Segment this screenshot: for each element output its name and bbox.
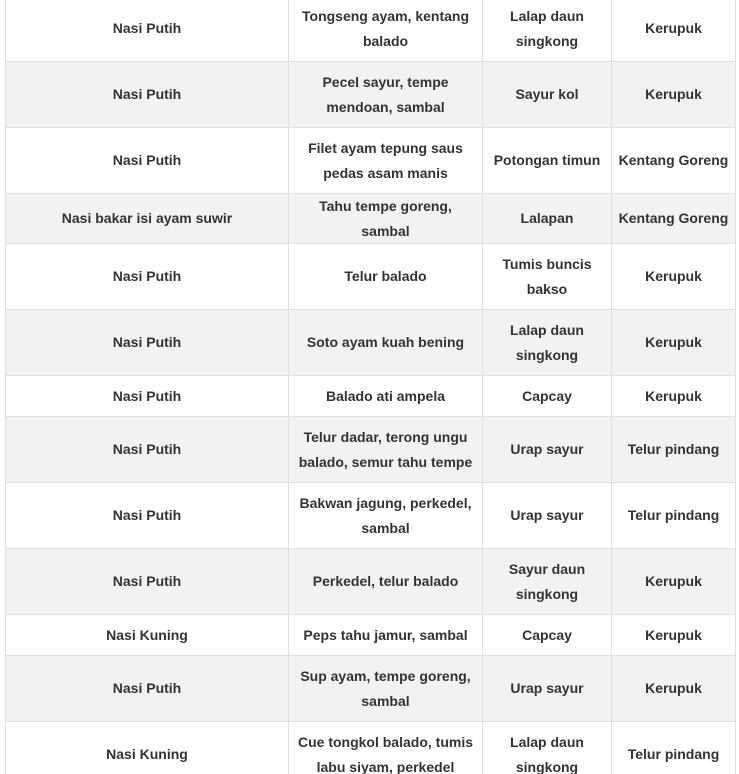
cell-vegetable: Urap sayur	[483, 483, 612, 549]
cell-extra: Telur pindang	[612, 722, 736, 774]
cell-carb: Nasi Putih	[6, 0, 289, 62]
cell-vegetable: Lalap daun singkong	[483, 0, 612, 62]
cell-carb: Nasi Putih	[6, 376, 289, 417]
cell-carb: Nasi Putih	[6, 549, 289, 615]
cell-vegetable: Capcay	[483, 615, 612, 656]
cell-carb: Nasi Putih	[6, 656, 289, 722]
cell-main-dish: Filet ayam tepung saus pedas asam manis	[289, 128, 483, 194]
cell-extra: Kerupuk	[612, 62, 736, 128]
cell-main-dish: Sup ayam, tempe goreng, sambal	[289, 656, 483, 722]
table-row	[6, 417, 736, 483]
cell-vegetable: Sayur daun singkong	[483, 549, 612, 615]
cell-extra: Kentang Goreng	[612, 194, 736, 244]
cell-carb: Nasi Kuning	[6, 615, 289, 656]
cell-carb: Nasi bakar isi ayam suwir	[6, 194, 289, 244]
cell-main-dish: Perkedel, telur balado	[289, 549, 483, 615]
table-row	[6, 0, 736, 62]
cell-extra: Kentang Goreng	[612, 128, 736, 194]
cell-extra: Kerupuk	[612, 244, 736, 310]
cell-main-dish: Pecel sayur, tempe mendoan, sambal	[289, 62, 483, 128]
cell-main-dish: Cue tongkol balado, tumis labu siyam, perkedel	[289, 722, 483, 774]
table-row	[6, 376, 736, 417]
table-row	[6, 483, 736, 549]
cell-carb: Nasi Putih	[6, 483, 289, 549]
table-row	[6, 656, 736, 722]
cell-carb: Nasi Putih	[6, 128, 289, 194]
table-row	[6, 128, 736, 194]
cell-carb: Nasi Kuning	[6, 722, 289, 774]
cell-main-dish: Peps tahu jamur, sambal	[289, 615, 483, 656]
table-row	[6, 194, 736, 244]
cell-vegetable: Lalapan	[483, 194, 612, 244]
table-row	[6, 310, 736, 376]
cell-carb: Nasi Putih	[6, 417, 289, 483]
cell-vegetable: Potongan timun	[483, 128, 612, 194]
cell-vegetable: Sayur kol	[483, 62, 612, 128]
cell-extra: Telur pindang	[612, 417, 736, 483]
cell-carb: Nasi Putih	[6, 62, 289, 128]
cell-extra: Kerupuk	[612, 656, 736, 722]
cell-extra: Kerupuk	[612, 310, 736, 376]
table-row	[6, 615, 736, 656]
cell-main-dish: Bakwan jagung, perkedel, sambal	[289, 483, 483, 549]
cell-main-dish: Telur dadar, terong ungu balado, semur tahu tempe	[289, 417, 483, 483]
cell-extra: Kerupuk	[612, 615, 736, 656]
table-row	[6, 62, 736, 128]
cell-main-dish: Balado ati ampela	[289, 376, 483, 417]
cell-main-dish: Tahu tempe goreng, sambal	[289, 194, 483, 244]
cell-carb: Nasi Putih	[6, 244, 289, 310]
cell-extra: Kerupuk	[612, 376, 736, 417]
table-row	[6, 549, 736, 615]
table-row	[6, 722, 736, 774]
cell-vegetable: Capcay	[483, 376, 612, 417]
cell-extra: Telur pindang	[612, 483, 736, 549]
cell-extra: Kerupuk	[612, 0, 736, 62]
cell-carb: Nasi Putih	[6, 310, 289, 376]
menu-table	[5, 0, 736, 774]
cell-vegetable: Urap sayur	[483, 417, 612, 483]
cell-main-dish: Soto ayam kuah bening	[289, 310, 483, 376]
cell-main-dish: Telur balado	[289, 244, 483, 310]
cell-extra: Kerupuk	[612, 549, 736, 615]
cell-main-dish: Tongseng ayam, kentang balado	[289, 0, 483, 62]
cell-vegetable: Lalap daun singkong	[483, 310, 612, 376]
cell-vegetable: Tumis buncis bakso	[483, 244, 612, 310]
cell-vegetable: Lalap daun singkong	[483, 722, 612, 774]
cell-vegetable: Urap sayur	[483, 656, 612, 722]
table-row	[6, 244, 736, 310]
